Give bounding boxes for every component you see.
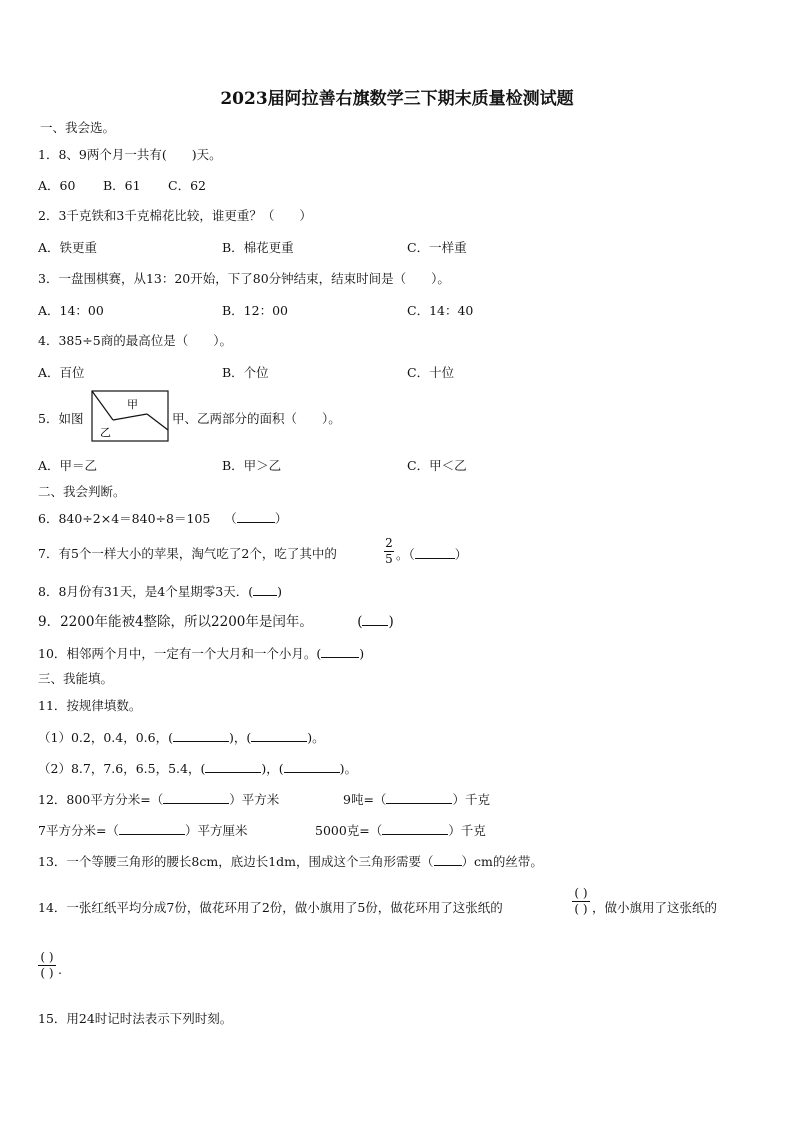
question-5-option-c[interactable]: C．甲＜乙 — [407, 458, 467, 473]
section-heading-choose: 一、我会选。 — [40, 120, 116, 135]
fraction-numerator-blank[interactable]: ( ) — [574, 886, 588, 900]
question-11-part-1 — [38, 729, 325, 746]
question-2-stem: 2．3千克铁和3千克棉花比较，谁更重？（ ） — [38, 208, 312, 223]
question-5-option-a[interactable]: A．甲＝乙 — [38, 458, 98, 473]
fraction-numerator-blank[interactable]: ( ) — [40, 950, 54, 964]
question-14-fraction-2[interactable] — [38, 951, 56, 980]
question-11-part-1-blank-2[interactable] — [251, 729, 307, 742]
question-3-option-a[interactable]: A．14：00 — [38, 303, 104, 318]
question-11-part-1-sequence: （1）0.2，0.4，0.6，( — [38, 730, 173, 745]
question-8 — [38, 583, 282, 600]
question-12-part-a-prefix: 12．800平方分米=（ — [38, 792, 164, 807]
question-3-option-b[interactable]: B．12：00 — [222, 303, 288, 318]
page-title: 2023届阿拉善右旗数学三下期末质量检测试题 — [220, 89, 574, 109]
question-7-answer — [396, 546, 467, 563]
section-heading-judge: 二、我会判断。 — [38, 484, 126, 499]
question-1-option-b[interactable]: B．61 — [103, 178, 141, 193]
question-12-part-c-prefix: 7平方分米=（ — [38, 823, 119, 838]
section-heading-fill: 三、我能填。 — [38, 671, 114, 686]
question-5-stem-prefix: 5．如图 — [38, 411, 84, 426]
question-11-part-2-end: )。 — [339, 761, 358, 776]
question-13 — [38, 853, 543, 870]
question-7-answer-blank[interactable] — [415, 546, 455, 559]
question-11-part-1-end: )。 — [307, 730, 325, 745]
question-9-paren-right: ) — [388, 614, 394, 630]
question-6 — [38, 510, 287, 527]
question-1-stem: 1．8、9两个月一共有( )天。 — [38, 147, 222, 162]
question-3-stem: 3．一盘围棋赛，从13：20开始，下了80分钟结束，结束时间是（ ）。 — [38, 271, 450, 286]
question-12-part-a — [38, 791, 279, 808]
question-6-paren-right: ） — [274, 511, 288, 526]
question-8-answer-blank[interactable] — [253, 583, 277, 596]
question-12-part-a-blank[interactable] — [163, 791, 229, 804]
question-5-stem-suffix: 甲、乙两部分的面积（ ）。 — [172, 411, 341, 426]
question-11-part-2 — [38, 760, 357, 777]
figure-divider-right — [147, 414, 168, 430]
rectangle-figure — [91, 390, 169, 442]
question-12-part-d-blank[interactable] — [382, 822, 448, 835]
question-10-paren-right: ) — [359, 646, 365, 661]
question-14-fraction-1[interactable] — [572, 887, 590, 916]
question-11-part-2-blank-1[interactable] — [205, 760, 261, 773]
question-9-paren-left: ( — [357, 614, 363, 630]
fraction-denominator: 5 — [385, 552, 393, 566]
question-4-stem: 4．385÷5商的最高位是（ ）。 — [38, 333, 232, 348]
question-9-answer-blank[interactable] — [362, 613, 388, 626]
question-12-part-b-suffix: ）千克 — [452, 792, 490, 807]
question-10-stem: 10．相邻两个月中，一定有一个大月和一个小月。( — [38, 646, 322, 661]
fraction-denominator-blank[interactable]: ( ) — [574, 902, 588, 916]
question-11-part-2-separator: )，( — [261, 761, 284, 776]
question-10 — [38, 645, 364, 662]
question-7-paren-right: ） — [454, 547, 468, 562]
question-3-option-c[interactable]: C．14：40 — [407, 303, 474, 318]
question-15-stem: 15．用24时记时法表示下列时刻。 — [38, 1011, 233, 1026]
question-2-option-a[interactable]: A．铁更重 — [38, 240, 98, 255]
question-2-option-b[interactable]: B．棉花更重 — [222, 240, 294, 255]
question-12-part-d-suffix: ）千克 — [448, 823, 486, 838]
figure-divider-left — [92, 391, 113, 420]
question-4-option-a[interactable]: A．百位 — [38, 365, 85, 380]
question-14-end: . — [58, 962, 62, 977]
question-6-paren-left: （ — [224, 511, 237, 526]
question-1-option-a[interactable]: A．60 — [38, 178, 76, 193]
question-12-part-c — [38, 822, 247, 839]
question-6-answer-blank[interactable] — [237, 510, 275, 523]
question-11-part-1-separator: )，( — [228, 730, 252, 745]
question-7-stem: 7．有5个一样大小的苹果，淘气吃了2个，吃了其中的 — [38, 546, 337, 561]
question-9 — [38, 613, 394, 630]
question-4-option-b[interactable]: B．个位 — [222, 365, 269, 380]
question-10-answer-blank[interactable] — [321, 645, 359, 658]
figure-label-yi: 乙 — [100, 426, 111, 439]
fraction-numerator: 2 — [385, 536, 393, 550]
figure-divider-middle — [113, 414, 147, 420]
question-6-stem: 6．840÷2×4＝840÷8＝105 — [38, 511, 211, 526]
question-11-part-2-blank-2[interactable] — [284, 760, 340, 773]
question-2-option-c[interactable]: C．一样重 — [407, 240, 467, 255]
question-14-stem-continued: ，做小旗用了这张纸的 — [592, 900, 718, 915]
question-12-part-b — [343, 791, 490, 808]
question-12-part-d-prefix: 5000克=（ — [315, 823, 383, 838]
question-11-part-1-blank-1[interactable] — [173, 729, 229, 742]
question-1-option-c[interactable]: C．62 — [168, 178, 206, 193]
fraction-denominator-blank[interactable]: ( ) — [40, 966, 54, 980]
question-7-fraction — [384, 537, 394, 566]
question-9-stem: 9．2200年能被4整除，所以2200年是闰年。 — [38, 614, 313, 630]
question-14-stem: 14．一张红纸平均分成7份，做花环用了2份，做小旗用了5份，做花环用了这张纸的 — [38, 900, 503, 915]
question-4-option-c[interactable]: C．十位 — [407, 365, 455, 380]
question-7-paren-left: 。（ — [396, 547, 415, 562]
question-12-part-c-blank[interactable] — [119, 822, 185, 835]
question-12-part-d — [315, 822, 486, 839]
question-11-stem: 11．按规律填数。 — [38, 698, 142, 713]
question-13-suffix: ）cm的丝带。 — [461, 854, 543, 869]
question-12-part-c-suffix: ）平方厘米 — [184, 823, 248, 838]
question-8-paren-right: ) — [277, 584, 282, 599]
question-8-stem: 8．8月份有31天，是4个星期零3天．( — [38, 584, 254, 599]
question-5-option-b[interactable]: B．甲＞乙 — [222, 458, 282, 473]
question-11-part-2-sequence: （2）8.7，7.6，6.5，5.4，( — [38, 761, 206, 776]
question-13-prefix: 13．一个等腰三角形的腰长8cm，底边长1dm，围成这个三角形需要（ — [38, 854, 434, 869]
question-12-part-a-suffix: ）平方米 — [229, 792, 280, 807]
question-12-part-b-prefix: 9吨=（ — [343, 792, 387, 807]
figure-label-jia: 甲 — [127, 398, 138, 411]
question-13-answer-blank[interactable] — [434, 853, 462, 866]
question-12-part-b-blank[interactable] — [386, 791, 452, 804]
